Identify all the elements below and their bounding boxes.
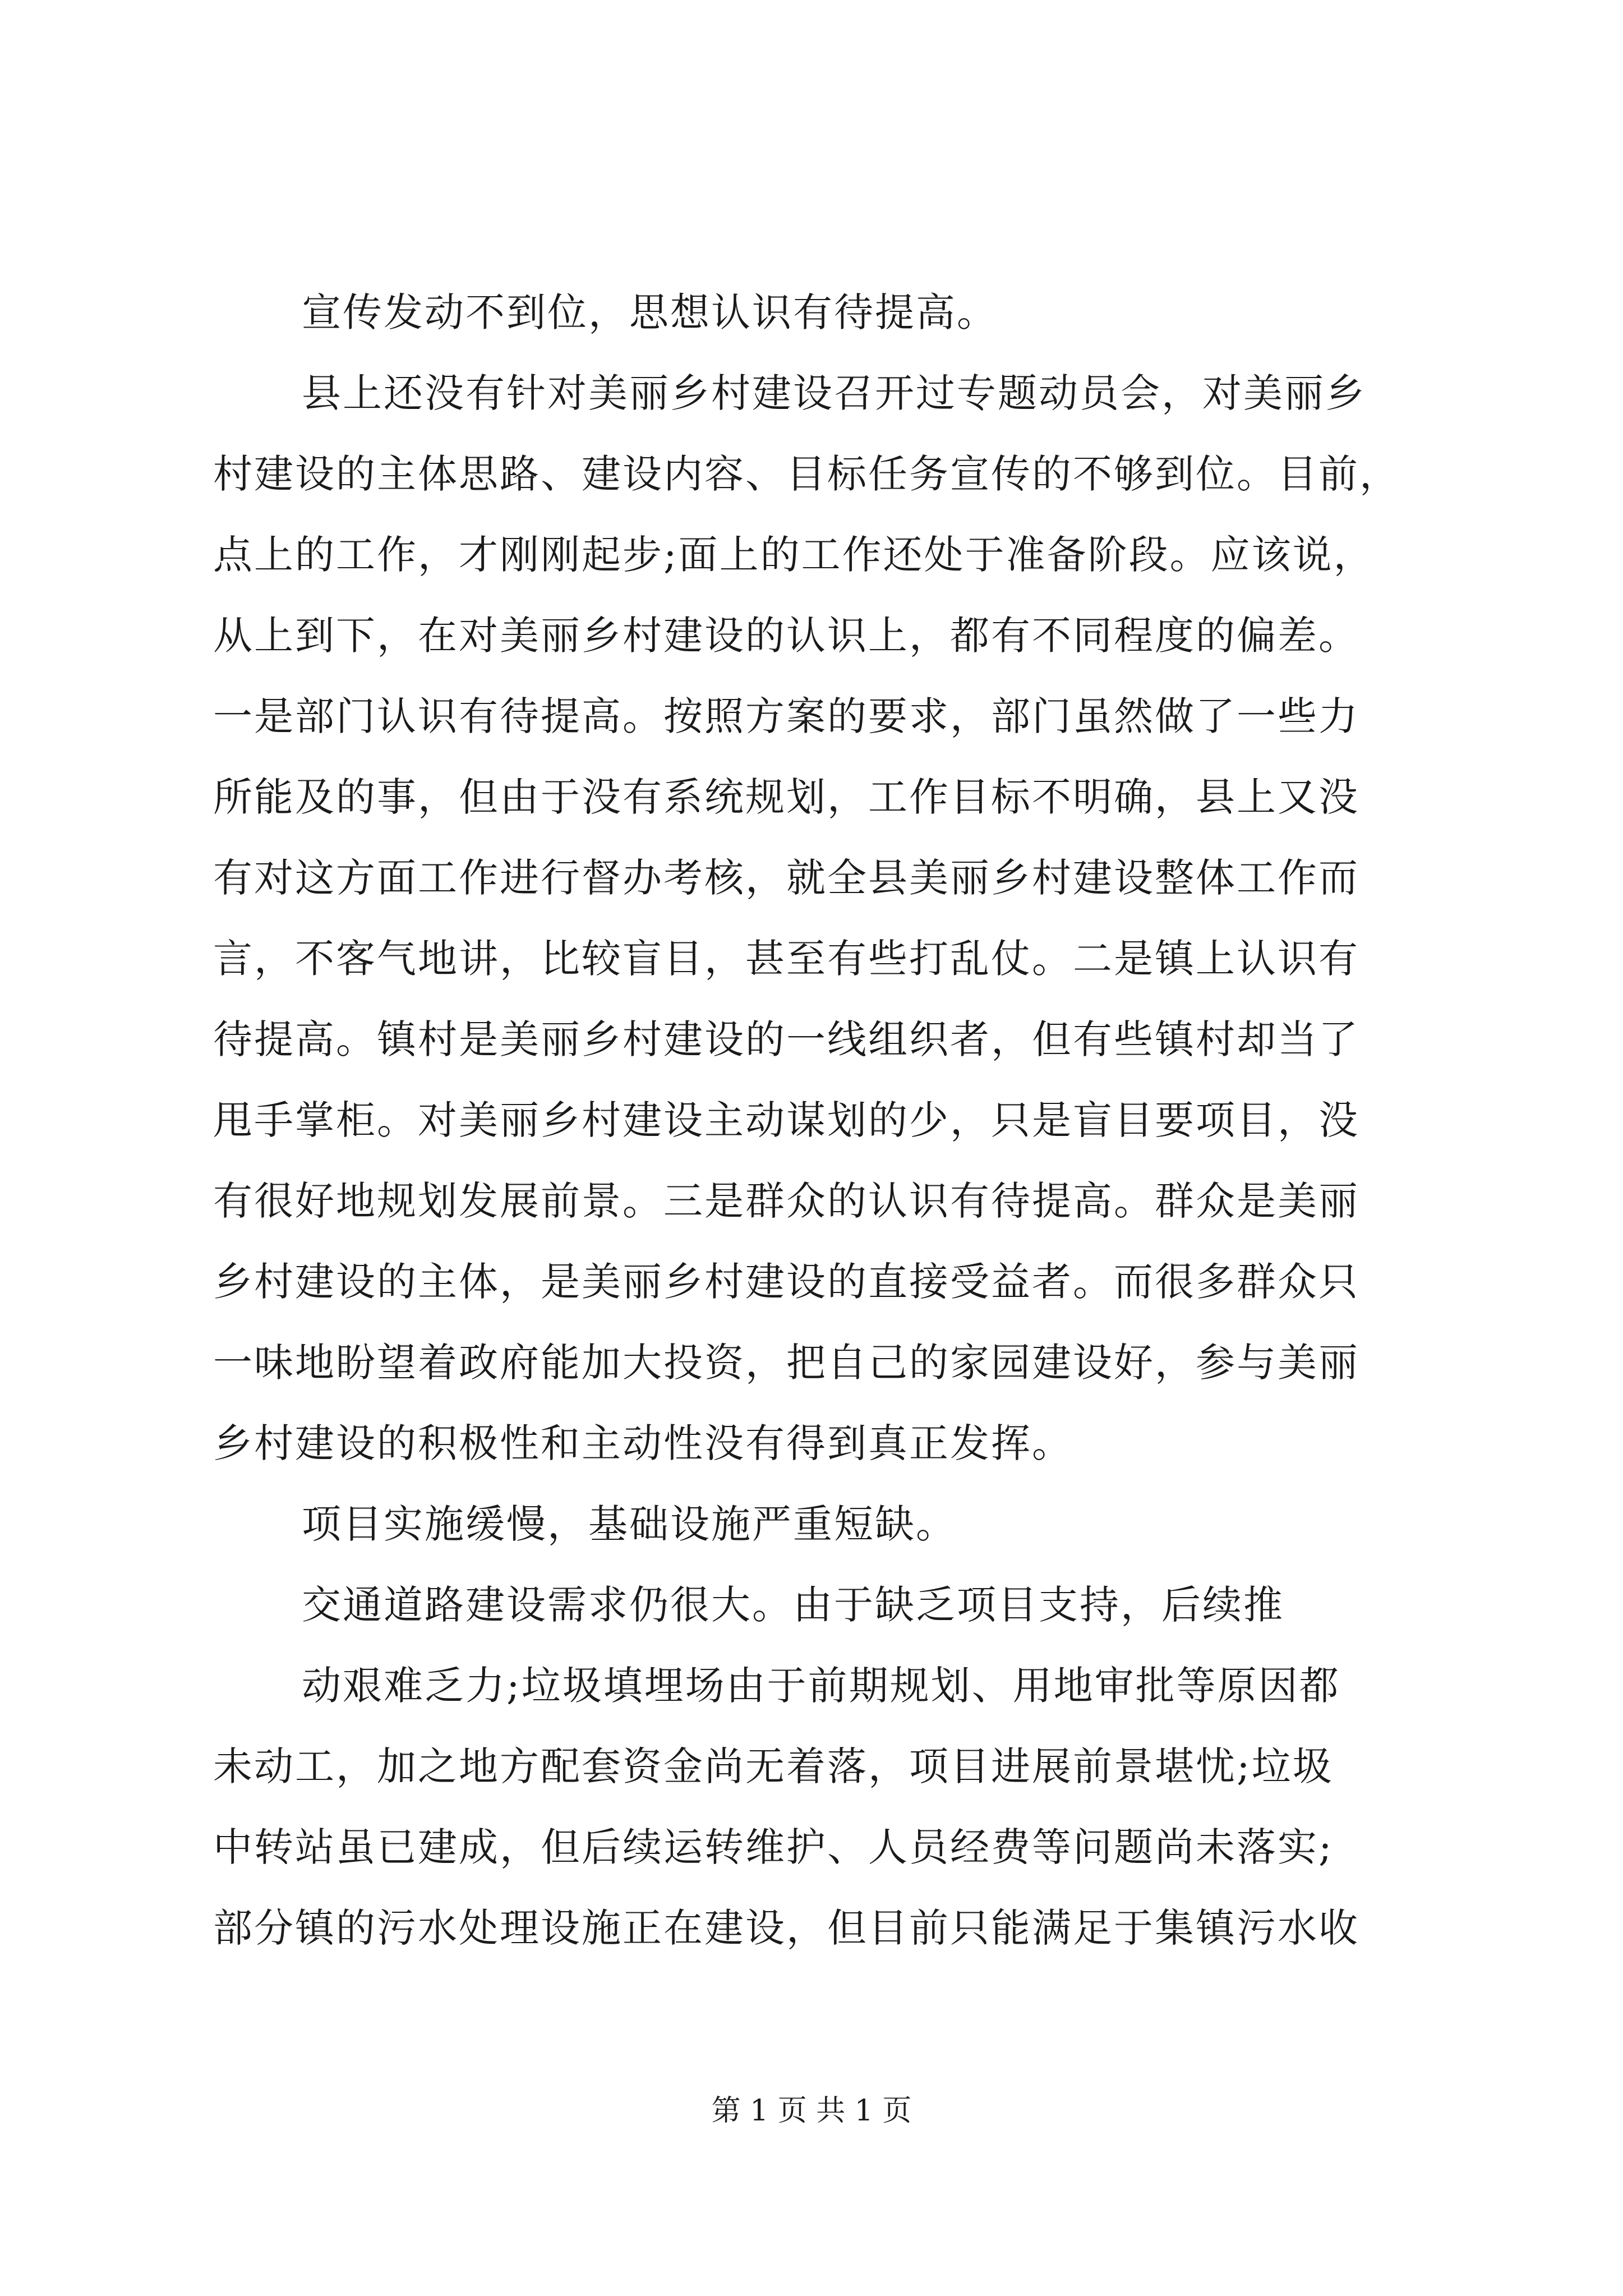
heading-line-1: 宣传发动不到位，思想认识有待提高。 bbox=[302, 289, 998, 335]
paragraph-line-15: 交通道路建设需求仍很大。由于缺乏项目支持，后续推 bbox=[302, 1582, 1284, 1628]
paragraph-line-19: 部分镇的污水处理设施正在建设，但目前只能满足于集镇污水收 bbox=[213, 1905, 1359, 1951]
paragraph-line-16: 动艰难乏力;垃圾填埋场由于前期规划、用地审批等原因都 bbox=[302, 1663, 1340, 1709]
paragraph-line-18: 中转站虽已建成，但后续运转维护、人员经费等问题尚未落实; bbox=[213, 1824, 1334, 1870]
paragraph-line-11: 有很好地规划发展前景。三是群众的认识有待提高。群众是美丽 bbox=[213, 1178, 1359, 1224]
paragraph-line-12: 乡村建设的主体，是美丽乡村建设的直接受益者。而很多群众只 bbox=[213, 1259, 1359, 1305]
paragraph-line-3: 点上的工作，才刚刚起步;面上的工作还处于准备阶段。应该说， bbox=[213, 532, 1375, 578]
paragraph-line-5: 一是部门认识有待提高。按照方案的要求，部门虽然做了一些力 bbox=[213, 693, 1359, 739]
paragraph-line-14: 乡村建设的积极性和主动性没有得到真正发挥。 bbox=[213, 1420, 1073, 1466]
heading-line-2: 项目实施缓慢，基础设施严重短缺。 bbox=[302, 1501, 957, 1547]
paragraph-line-9: 待提高。镇村是美丽乡村建设的一线组织者，但有些镇村却当了 bbox=[213, 1016, 1359, 1062]
paragraph-line-7: 有对这方面工作进行督办考核，就全县美丽乡村建设整体工作而 bbox=[213, 855, 1359, 901]
paragraph-line-10: 甩手掌柜。对美丽乡村建设主动谋划的少，只是盲目要项目，没 bbox=[213, 1097, 1359, 1143]
page-footer: 第 1 页 共 1 页 bbox=[711, 2094, 912, 2128]
paragraph-line-13: 一味地盼望着政府能加大投资，把自己的家园建设好，参与美丽 bbox=[213, 1340, 1359, 1386]
paragraph-line-1: 县上还没有针对美丽乡村建设召开过专题动员会，对美丽乡 bbox=[302, 370, 1366, 416]
paragraph-line-4: 从上到下，在对美丽乡村建设的认识上，都有不同程度的偏差。 bbox=[213, 613, 1359, 659]
paragraph-line-2: 村建设的主体思路、建设内容、目标任务宣传的不够到位。目前， bbox=[213, 451, 1400, 497]
paragraph-line-17: 未动工，加之地方配套资金尚无着落，项目进展前景堪忧;垃圾 bbox=[213, 1743, 1334, 1789]
paragraph-line-6: 所能及的事，但由于没有系统规划，工作目标不明确，县上又没 bbox=[213, 774, 1359, 820]
paragraph-line-8: 言，不客气地讲，比较盲目，甚至有些打乱仗。二是镇上认识有 bbox=[213, 936, 1359, 982]
